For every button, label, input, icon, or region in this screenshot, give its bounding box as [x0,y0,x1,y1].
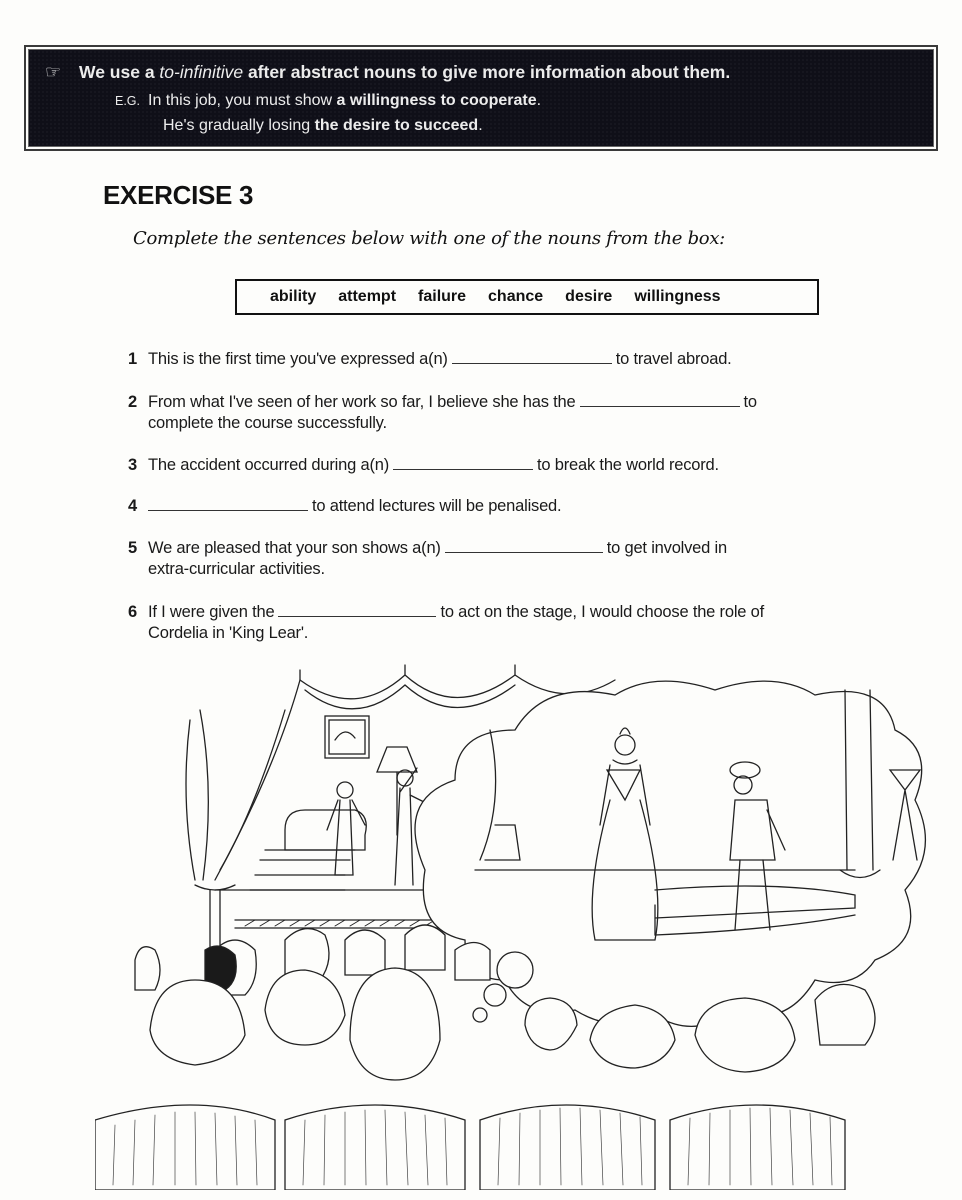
answer-blank-3[interactable] [393,455,533,470]
picture-frame [325,716,369,758]
exercise-item-6 [128,602,764,644]
item-number: 1 [128,350,137,368]
eg-label: E.G. [115,94,141,108]
grammar-rule-box [24,45,938,151]
example-2-text: He's gradually losing [163,117,315,134]
rule-statement [45,62,730,83]
example-2-end: . [478,117,483,134]
example-1-end: . [536,92,542,109]
word-chance: chance [488,288,544,305]
item-number: 5 [128,539,137,557]
item-text-after: to get involved in [606,539,727,557]
word-attempt: attempt [338,288,397,305]
rule-example-1 [115,92,541,110]
answer-blank-6[interactable] [278,602,436,617]
word-desire: desire [565,288,613,305]
example-1-text: In this job, you must show [148,92,337,109]
answer-blank-2[interactable] [580,392,740,407]
item-continuation: Cordelia in 'King Lear'. [148,624,309,642]
rule-example-2 [163,117,483,135]
item-text-before: If I were given the [148,603,275,621]
item-text-before: From what I've seen of her work so far, I believe she has the [148,393,576,411]
grammar-rule-panel [28,49,934,147]
item-number: 6 [128,603,137,621]
example-2-bold: the desire to succeed [314,117,479,134]
item-continuation: extra-curricular activities. [148,560,325,578]
set-stairs [250,850,355,890]
item-text-after: to attend lectures will be penalised. [312,497,562,515]
rule-text-start: We use a [79,62,160,82]
rule-text-end: after abstract nouns to give more information about them. [243,62,731,82]
word-box [235,279,819,315]
exercise-instruction: Complete the sentences below with one of the nouns from the box: [133,228,725,249]
rule-text-italic: to-infinitive [159,62,244,82]
exercise-item-1 [128,349,732,370]
word-failure: failure [418,288,467,305]
item-text-before: The accident occurred during a(n) [148,456,390,474]
example-1-bold: a willingness to cooperate [336,92,537,109]
exercise-item-2 [128,392,757,434]
word-willingness: willingness [634,288,721,305]
answer-blank-5[interactable] [445,538,603,553]
theatre-illustration [95,650,935,1190]
exercise-item-3 [128,455,719,476]
item-number: 4 [128,497,137,515]
exercise-item-4 [128,496,561,517]
sofa [285,810,366,850]
seat-backs [95,1105,845,1190]
modern-actress [327,782,365,875]
item-text-before: This is the first time you've expressed a(n) [148,350,448,368]
item-number: 3 [128,456,137,474]
item-text-after: to break the world record. [537,456,719,474]
item-number: 2 [128,393,137,411]
word-ability: ability [270,288,317,305]
item-text-after: to act on the stage, I would choose the role of [440,603,765,621]
pointing-hand-icon: ☞ [45,62,62,82]
item-text-after: to travel abroad. [615,350,732,368]
answer-blank-1[interactable] [452,349,612,364]
exercise-title: EXERCISE 3 [103,180,254,210]
item-text-before: We are pleased that your son shows a(n) [148,539,441,557]
item-continuation: complete the course successfully. [148,414,387,432]
item-text-after: to [743,393,757,411]
exercise-item-5 [128,538,727,580]
answer-blank-4[interactable] [148,496,308,511]
thought-bubble [415,681,925,1026]
